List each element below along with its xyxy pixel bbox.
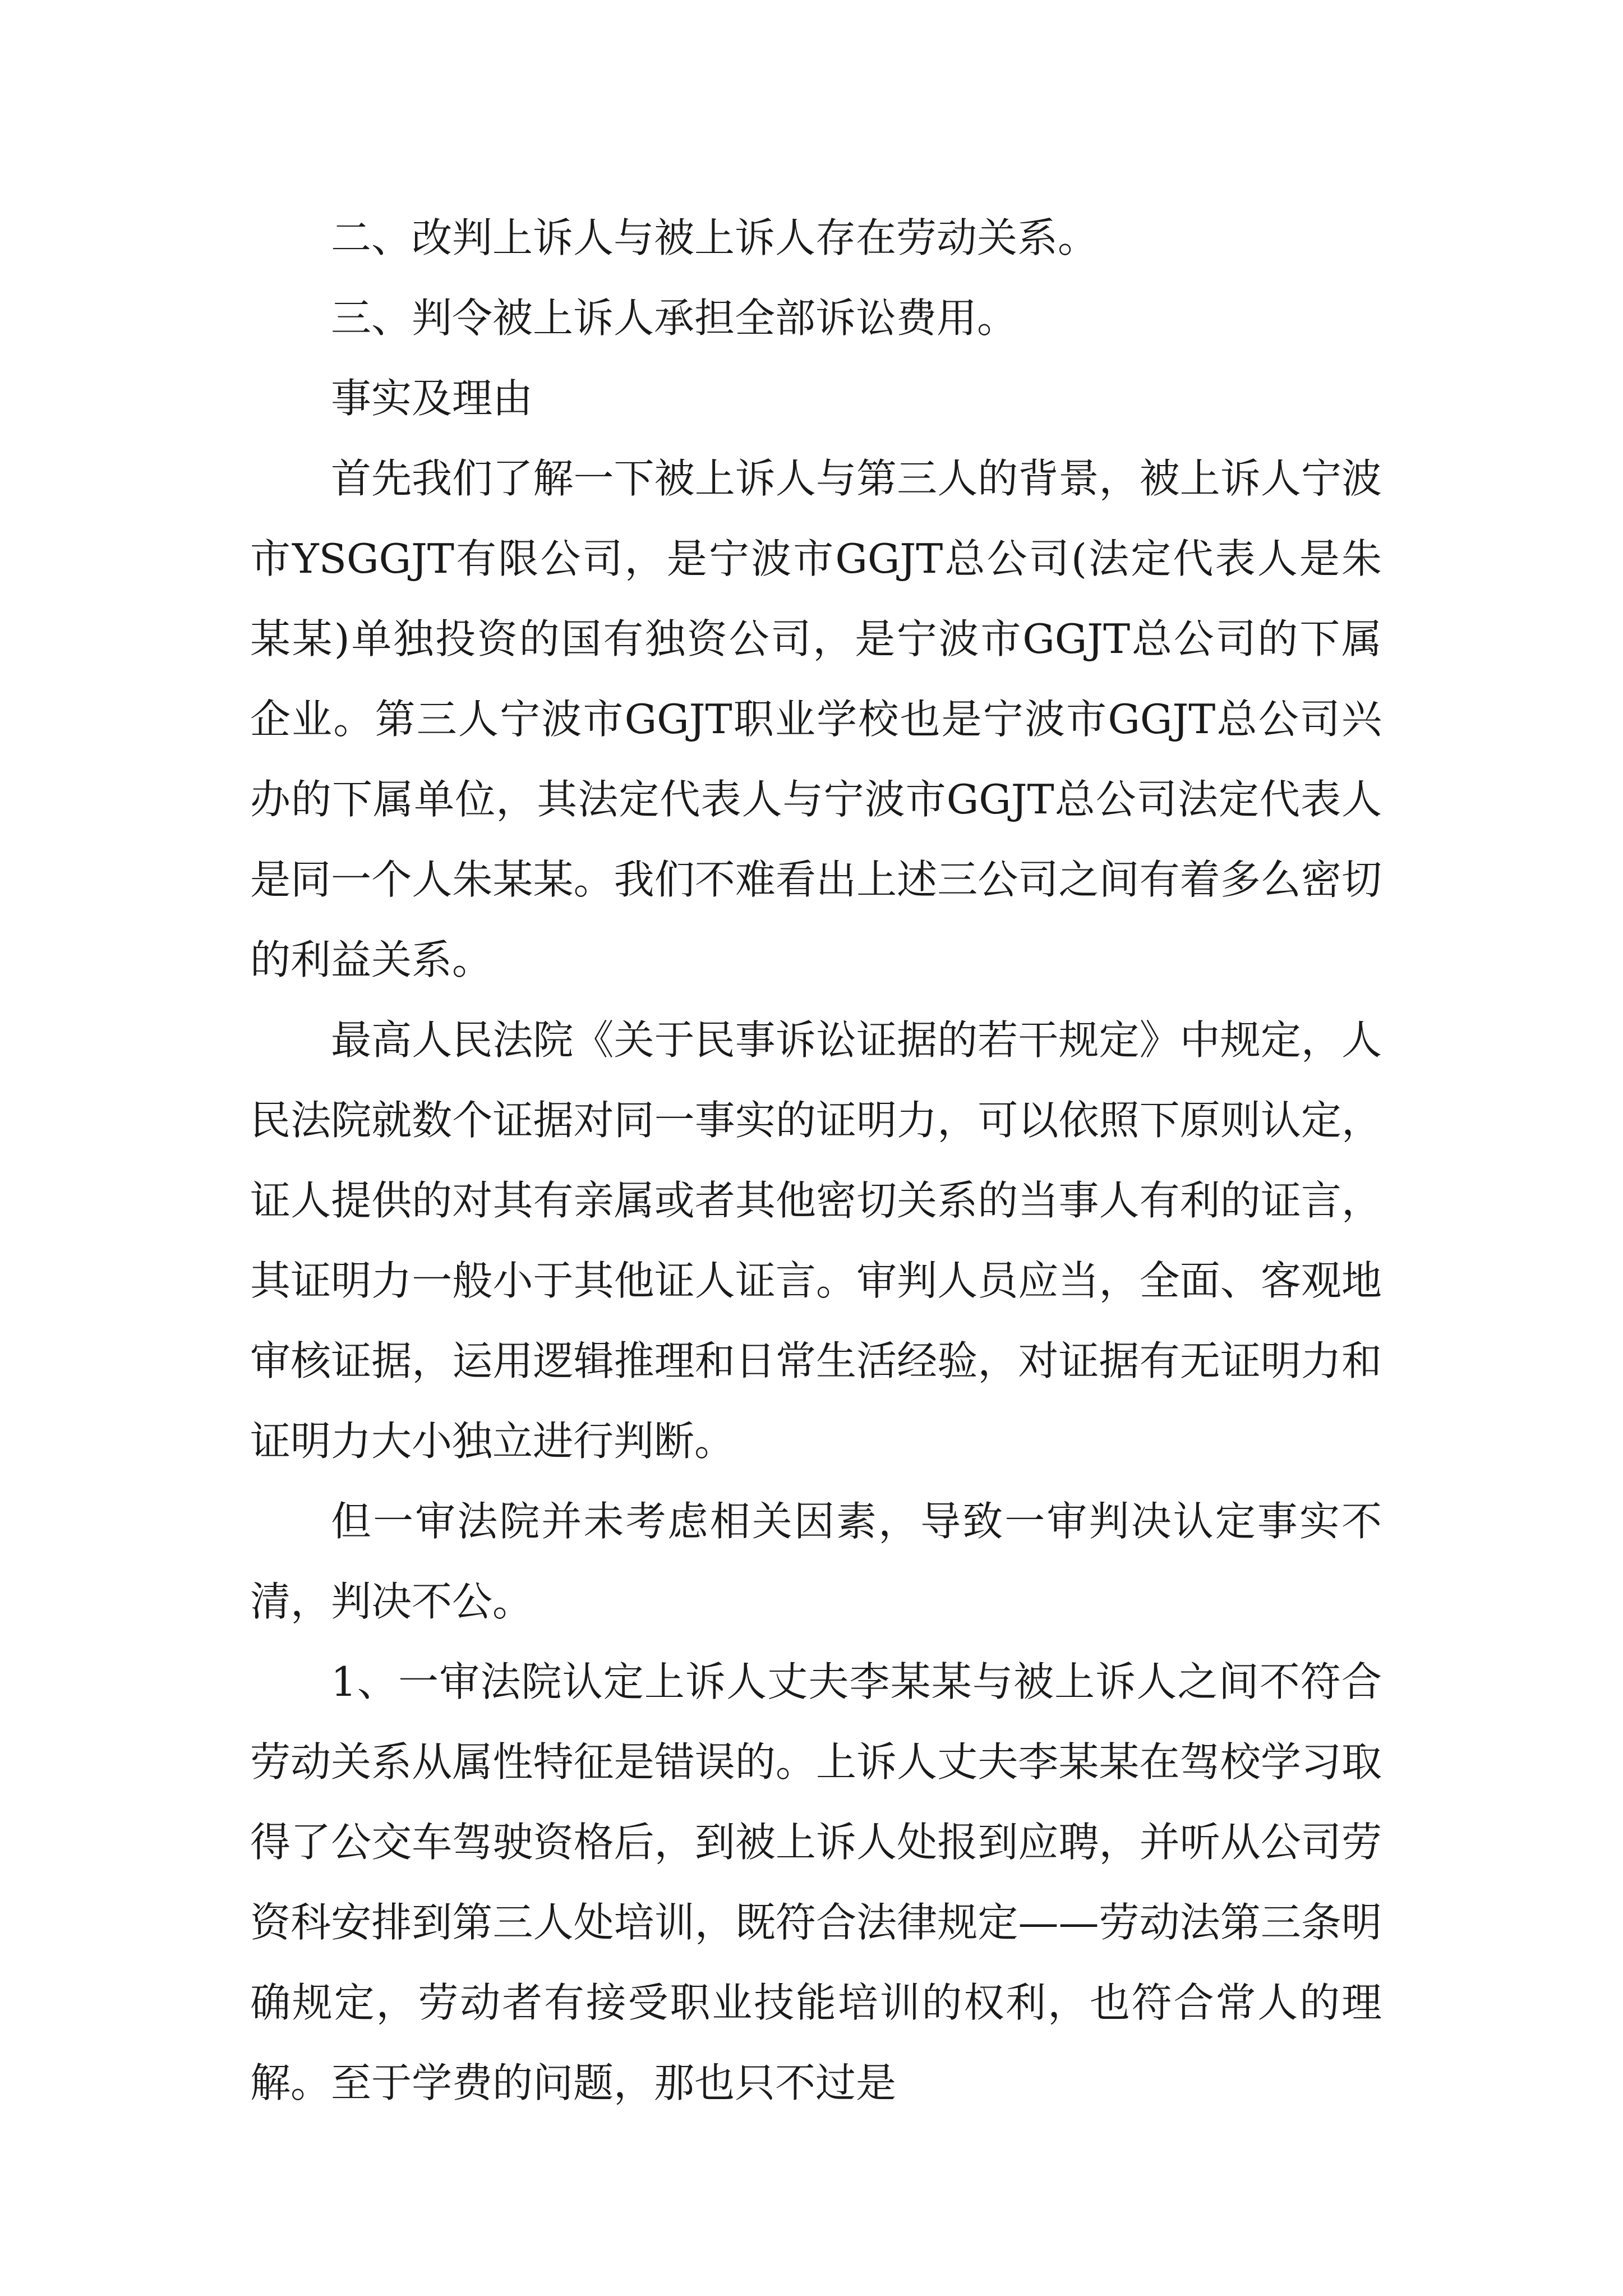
paragraph-background: 首先我们了解一下被上诉人与第三人的背景，被上诉人宁波市YSGGJT有限公司，是宁波市GGJT总公司(法定代表人是朱某某)单独投资的国有独资公司，是宁波市GGJT总公司的下属企业。第三人宁波市GGJT职业学校也是宁波市GGJT总公司兴办的下属单位，其法定代表人与宁波市GGJT总公司法定代表人是同一个人朱某某。我们不难看出上述三公司之间有着多么密切的利益关系。 (250, 455, 1382, 983)
document-body (250, 198, 1382, 2123)
paragraph-point-one: 1、一审法院认定上诉人丈夫李某某与被上诉人之间不符合劳动关系从属性特征是错误的。上诉人丈夫李某某在驾校学习取得了公交车驾驶资格后，到被上诉人处报到应聘，并听从公司劳资科安排到第三人处培训，既符合法律规定——劳动法第三条明确规定，劳动者有接受职业技能培训的权利，也符合常人的理解。至于学费的问题，那也只不过是 (250, 1658, 1382, 2106)
paragraph-claim-two: 二、改判上诉人与被上诉人存在劳动关系。 (331, 214, 1099, 261)
paragraph-evidence-rules: 最高人民法院《关于民事诉讼证据的若干规定》中规定，人民法院就数个证据对同一事实的证明力，可以依照下原则认定，证人提供的对其有亲属或者其他密切关系的当事人有利的证言，其证明力一般小于其他证人证言。审判人员应当，全面、客观地审核证据，运用逻辑推理和日常生活经验，对证据有无证明力和证明力大小独立进行判断。 (250, 1016, 1382, 1465)
paragraph-first-instance-error: 但一审法院并未考虑相关因素，导致一审判决认定事实不清，判决不公。 (250, 1498, 1382, 1625)
section-heading-facts-and-reasons: 事实及理由 (331, 375, 533, 422)
paragraph-claim-three: 三、判令被上诉人承担全部诉讼费用。 (331, 295, 1018, 342)
